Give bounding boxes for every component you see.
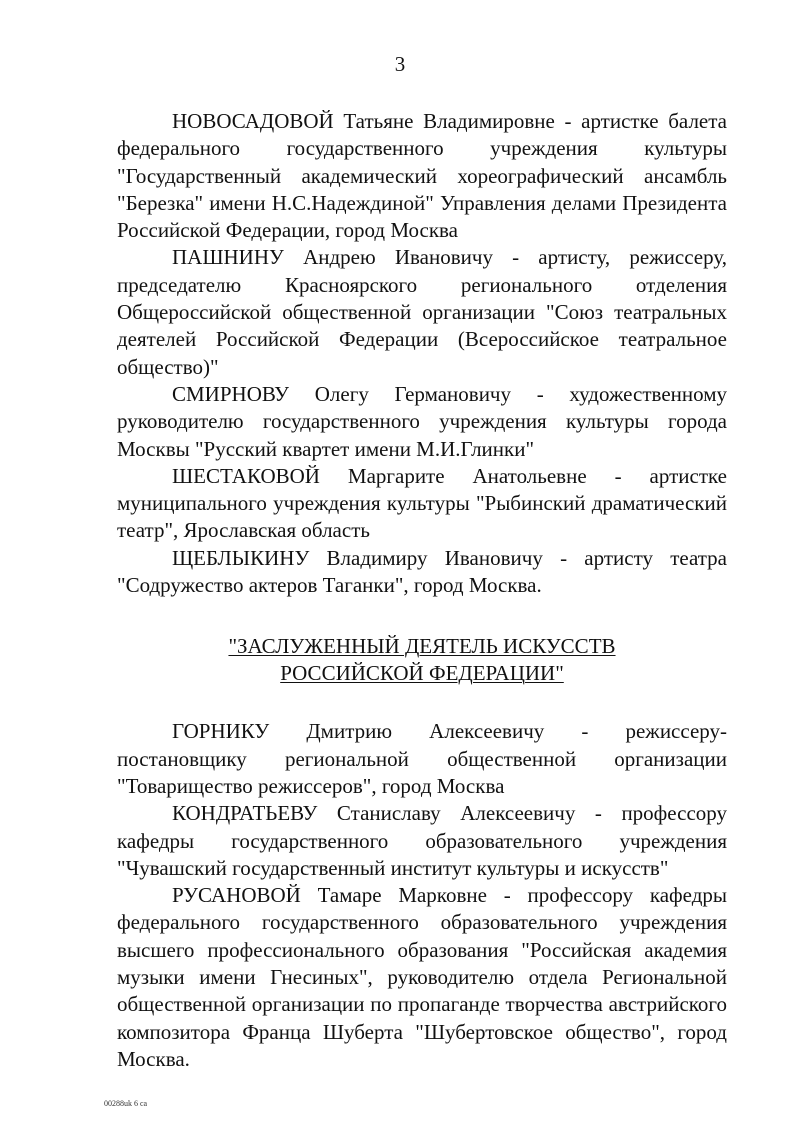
- award-entry-kondratyev: КОНДРАТЬЕВУ Станиславу Алексеевичу - профессору кафедры государственного образовательного учреждения "Чувашский государственный институт культуры и искусств": [117, 801, 727, 880]
- award-entry-shcheblykin: ЩЕБЛЫКИНУ Владимиру Ивановичу - артисту театра "Содружество актеров Таганки", город Москва.: [117, 545, 727, 598]
- award-entry-smirnov: СМИРНОВУ Олегу Германовичу - художественному руководителю государственного учреждения культуры города Москвы "Русский квартет имени М.И.Глинки": [117, 381, 727, 461]
- award-entry-novosadova: НОВОСАДОВОЙ Татьяне Владимировне - артистке балета федерального государственного учреждения культуры "Государственный академический хореографический ансамбль "Березка" имени Н.С.Надеждиной" Управления делами Президента Российской Федерации, город Москва: [117, 109, 727, 243]
- page-number: 3: [394, 52, 406, 76]
- award-entry-pashnin: ПАШНИНУ Андрею Ивановичу - артисту, режиссеру, председателю Красноярского регионального отделения Общероссийской общественной организации "Союз театральных деятелей Российской Федерации (Всероссийское театральное общество)": [117, 245, 727, 379]
- award-entry-gornik: ГОРНИКУ Дмитрию Алексеевичу - режиссеру-постановщику региональной общественной организации "Товарищество режиссеров", город Москва: [117, 719, 727, 798]
- award-entry-shestakova: ШЕСТАКОВОЙ Маргарите Анатольевне - артистке муниципального учреждения культуры "Рыбинский драматический театр", Ярославская область: [117, 463, 727, 543]
- document-body: [117, 108, 727, 1073]
- section-heading-line2: РОССИЙСКОЙ ФЕДЕРАЦИИ": [280, 661, 564, 686]
- section-heading: [117, 633, 727, 687]
- award-entry-rusanova: РУСАНОВОЙ Тамаре Марковне - профессору кафедры федерального государственного образовательного учреждения высшего профессионального образования "Российская академия музыки имени Гнесиных", руководителю отдела Региональной общественной организации по пропаганде творчества австрийского композитора Франца Шуберта "Шубертовское общество", город Москва.: [117, 883, 727, 1071]
- section-heading-line1: "ЗАСЛУЖЕННЫЙ ДЕЯТЕЛЬ ИСКУССТВ: [228, 634, 616, 659]
- footer-document-code: 00288uk 6 ca: [104, 1099, 148, 1108]
